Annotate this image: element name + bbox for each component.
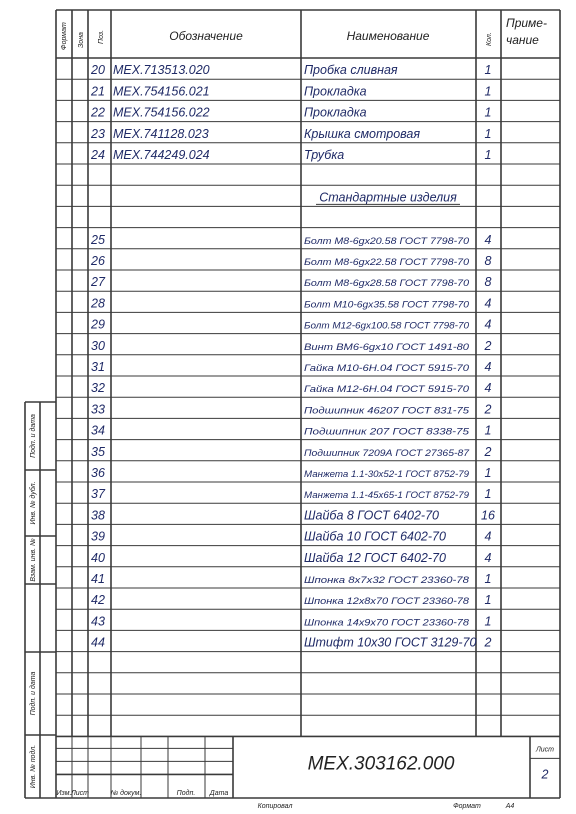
row-pos: 33 bbox=[91, 402, 105, 417]
row-pos: 44 bbox=[91, 635, 105, 650]
row-qty: 2 bbox=[484, 635, 492, 650]
row-name: Трубка bbox=[304, 148, 345, 162]
row-name: Прокладка bbox=[304, 105, 367, 120]
header-zone: Зона bbox=[78, 32, 85, 48]
row-qty: 1 bbox=[484, 487, 492, 502]
side-label-vzam_inv: Взам. инв. № bbox=[30, 538, 37, 582]
row-pos: 36 bbox=[91, 466, 105, 480]
header-note-1: Приме- bbox=[506, 16, 547, 30]
row-pos: 28 bbox=[91, 296, 105, 311]
header-name: Наименование bbox=[346, 29, 430, 43]
row-designation: МЕХ.713513.020 bbox=[113, 63, 210, 78]
row-qty: 1 bbox=[484, 148, 492, 162]
row-pos: 21 bbox=[91, 84, 105, 99]
row-name: Шпонка 14х9х70 ГОСТ 23360-78 bbox=[304, 617, 469, 628]
row-pos: 23 bbox=[91, 126, 105, 141]
row-pos: 20 bbox=[91, 63, 105, 78]
side-label-inv_dubl: Инв. № дубл. bbox=[30, 481, 37, 525]
col-izm: Изм. bbox=[56, 790, 72, 797]
row-name: Подшипник 207 ГОСТ 8338-75 bbox=[304, 426, 471, 437]
row-pos: 41 bbox=[91, 572, 105, 586]
col-doc: № докум. bbox=[110, 790, 142, 797]
row-designation: МЕХ.754156.021 bbox=[113, 84, 210, 99]
row-name: Болт М12-6gх100.58 ГОСТ 7798-70 bbox=[304, 320, 469, 331]
row-name: Болт М10-6gх35.58 ГОСТ 7798-70 bbox=[304, 299, 469, 310]
row-qty: 4 bbox=[484, 296, 492, 311]
row-designation: МЕХ.754156.022 bbox=[113, 105, 210, 120]
row-name: Болт М8-6gх20.58 ГОСТ 7798-70 bbox=[304, 235, 469, 246]
row-qty: 1 bbox=[484, 614, 492, 629]
row-qty: 4 bbox=[484, 529, 492, 544]
header-format: Формат bbox=[61, 22, 68, 50]
row-name: Крышка смотровая bbox=[304, 126, 421, 141]
row-pos: 29 bbox=[91, 317, 105, 332]
col-list: Лист bbox=[70, 790, 90, 797]
row-qty: 8 bbox=[484, 254, 492, 268]
row-qty: 1 bbox=[484, 466, 492, 480]
row-name: Шпонка 12х8х70 ГОСТ 23360-78 bbox=[304, 596, 469, 607]
row-pos: 35 bbox=[91, 444, 105, 459]
row-name: Болт М8-6gх28.58 ГОСТ 7798-70 bbox=[304, 278, 469, 289]
side-label-inv_podl: Инв. № подл. bbox=[30, 744, 37, 789]
row-name: Прокладка bbox=[304, 84, 367, 99]
row-name: Шпонка 8х7х32 ГОСТ 23360-78 bbox=[304, 575, 469, 585]
row-qty: 16 bbox=[481, 508, 495, 523]
row-pos: 38 bbox=[91, 508, 105, 523]
row-name: Пробка сливная bbox=[304, 63, 398, 78]
row-designation: МЕХ.744249.024 bbox=[113, 148, 210, 162]
row-name: Болт М8-6gх22.58 ГОСТ 7798-70 bbox=[304, 257, 469, 267]
row-pos: 24 bbox=[91, 148, 105, 162]
row-pos: 39 bbox=[91, 529, 105, 544]
row-pos: 37 bbox=[91, 487, 105, 502]
row-name: Гайка М10-6Н.04 ГОСТ 5915-70 bbox=[304, 363, 469, 373]
row-pos: 30 bbox=[91, 338, 105, 353]
row-qty: 1 bbox=[484, 63, 492, 78]
col-date: Дата bbox=[209, 790, 229, 797]
side-label-sign_date_1: Подп. и дата bbox=[30, 414, 37, 458]
row-qty: 2 bbox=[484, 444, 492, 459]
header-qty: Кол. bbox=[486, 32, 493, 46]
table-grid bbox=[25, 10, 560, 798]
row-name: Шайба 10 ГОСТ 6402-70 bbox=[304, 529, 446, 544]
row-qty: 4 bbox=[484, 232, 492, 247]
side-label-sign_date_2: Подп. и дата bbox=[30, 671, 37, 716]
row-pos: 26 bbox=[91, 254, 105, 268]
doc-number: МЕХ.303162.000 bbox=[307, 753, 455, 775]
sheet-number: 2 bbox=[541, 767, 549, 782]
row-pos: 43 bbox=[91, 614, 105, 629]
row-name: Манжета 1.1-45х65-1 ГОСТ 8752-79 bbox=[304, 490, 469, 501]
footer-format-value: А4 bbox=[505, 803, 515, 810]
row-pos: 34 bbox=[91, 423, 105, 438]
footer-copied: Копировал bbox=[257, 803, 293, 810]
row-qty: 1 bbox=[484, 593, 492, 608]
row-qty: 1 bbox=[484, 572, 492, 586]
row-name: Шайба 8 ГОСТ 6402-70 bbox=[304, 508, 439, 523]
row-qty: 1 bbox=[484, 84, 492, 99]
row-name: Шайба 12 ГОСТ 6402-70 bbox=[304, 550, 446, 565]
footer-format-label: Формат bbox=[453, 803, 481, 810]
row-qty: 1 bbox=[484, 105, 492, 120]
row-designation: МЕХ.741128.023 bbox=[113, 126, 209, 141]
header-pos: Поз. bbox=[98, 29, 105, 44]
row-name: Подшипник 7209А ГОСТ 27365-87 bbox=[304, 447, 471, 458]
row-pos: 22 bbox=[91, 105, 105, 120]
row-name: Подшипник 46207 ГОСТ 831-75 bbox=[304, 405, 471, 416]
row-name: Манжета 1.1-30х52-1 ГОСТ 8752-79 bbox=[304, 469, 469, 479]
row-pos: 25 bbox=[91, 232, 105, 247]
row-qty: 2 bbox=[484, 338, 492, 353]
row-qty: 2 bbox=[484, 402, 492, 417]
row-qty: 4 bbox=[484, 317, 492, 332]
row-name: Штифт 10х30 ГОСТ 3129-70 bbox=[304, 635, 477, 650]
row-pos: 40 bbox=[91, 550, 105, 565]
row-qty: 4 bbox=[484, 550, 492, 565]
row-pos: 42 bbox=[91, 593, 105, 608]
row-qty: 4 bbox=[484, 381, 492, 396]
sheet-label: Лист bbox=[535, 746, 555, 754]
row-pos: 27 bbox=[91, 275, 105, 290]
row-name: Винт ВМ6-6gх10 ГОСТ 1491-80 bbox=[304, 341, 469, 352]
row-qty: 1 bbox=[484, 126, 492, 141]
row-pos: 31 bbox=[91, 360, 105, 374]
section-title: Стандартные изделия bbox=[319, 190, 457, 205]
col-sign: Подп. bbox=[176, 790, 196, 797]
row-pos: 32 bbox=[91, 381, 105, 396]
row-name: Гайка М12-6Н.04 ГОСТ 5915-70 bbox=[304, 384, 469, 395]
row-qty: 8 bbox=[484, 275, 492, 290]
header-note-2: чание bbox=[506, 33, 539, 47]
row-qty: 1 bbox=[484, 423, 492, 438]
header-designation: Обозначение bbox=[169, 29, 243, 43]
row-qty: 4 bbox=[484, 360, 492, 374]
